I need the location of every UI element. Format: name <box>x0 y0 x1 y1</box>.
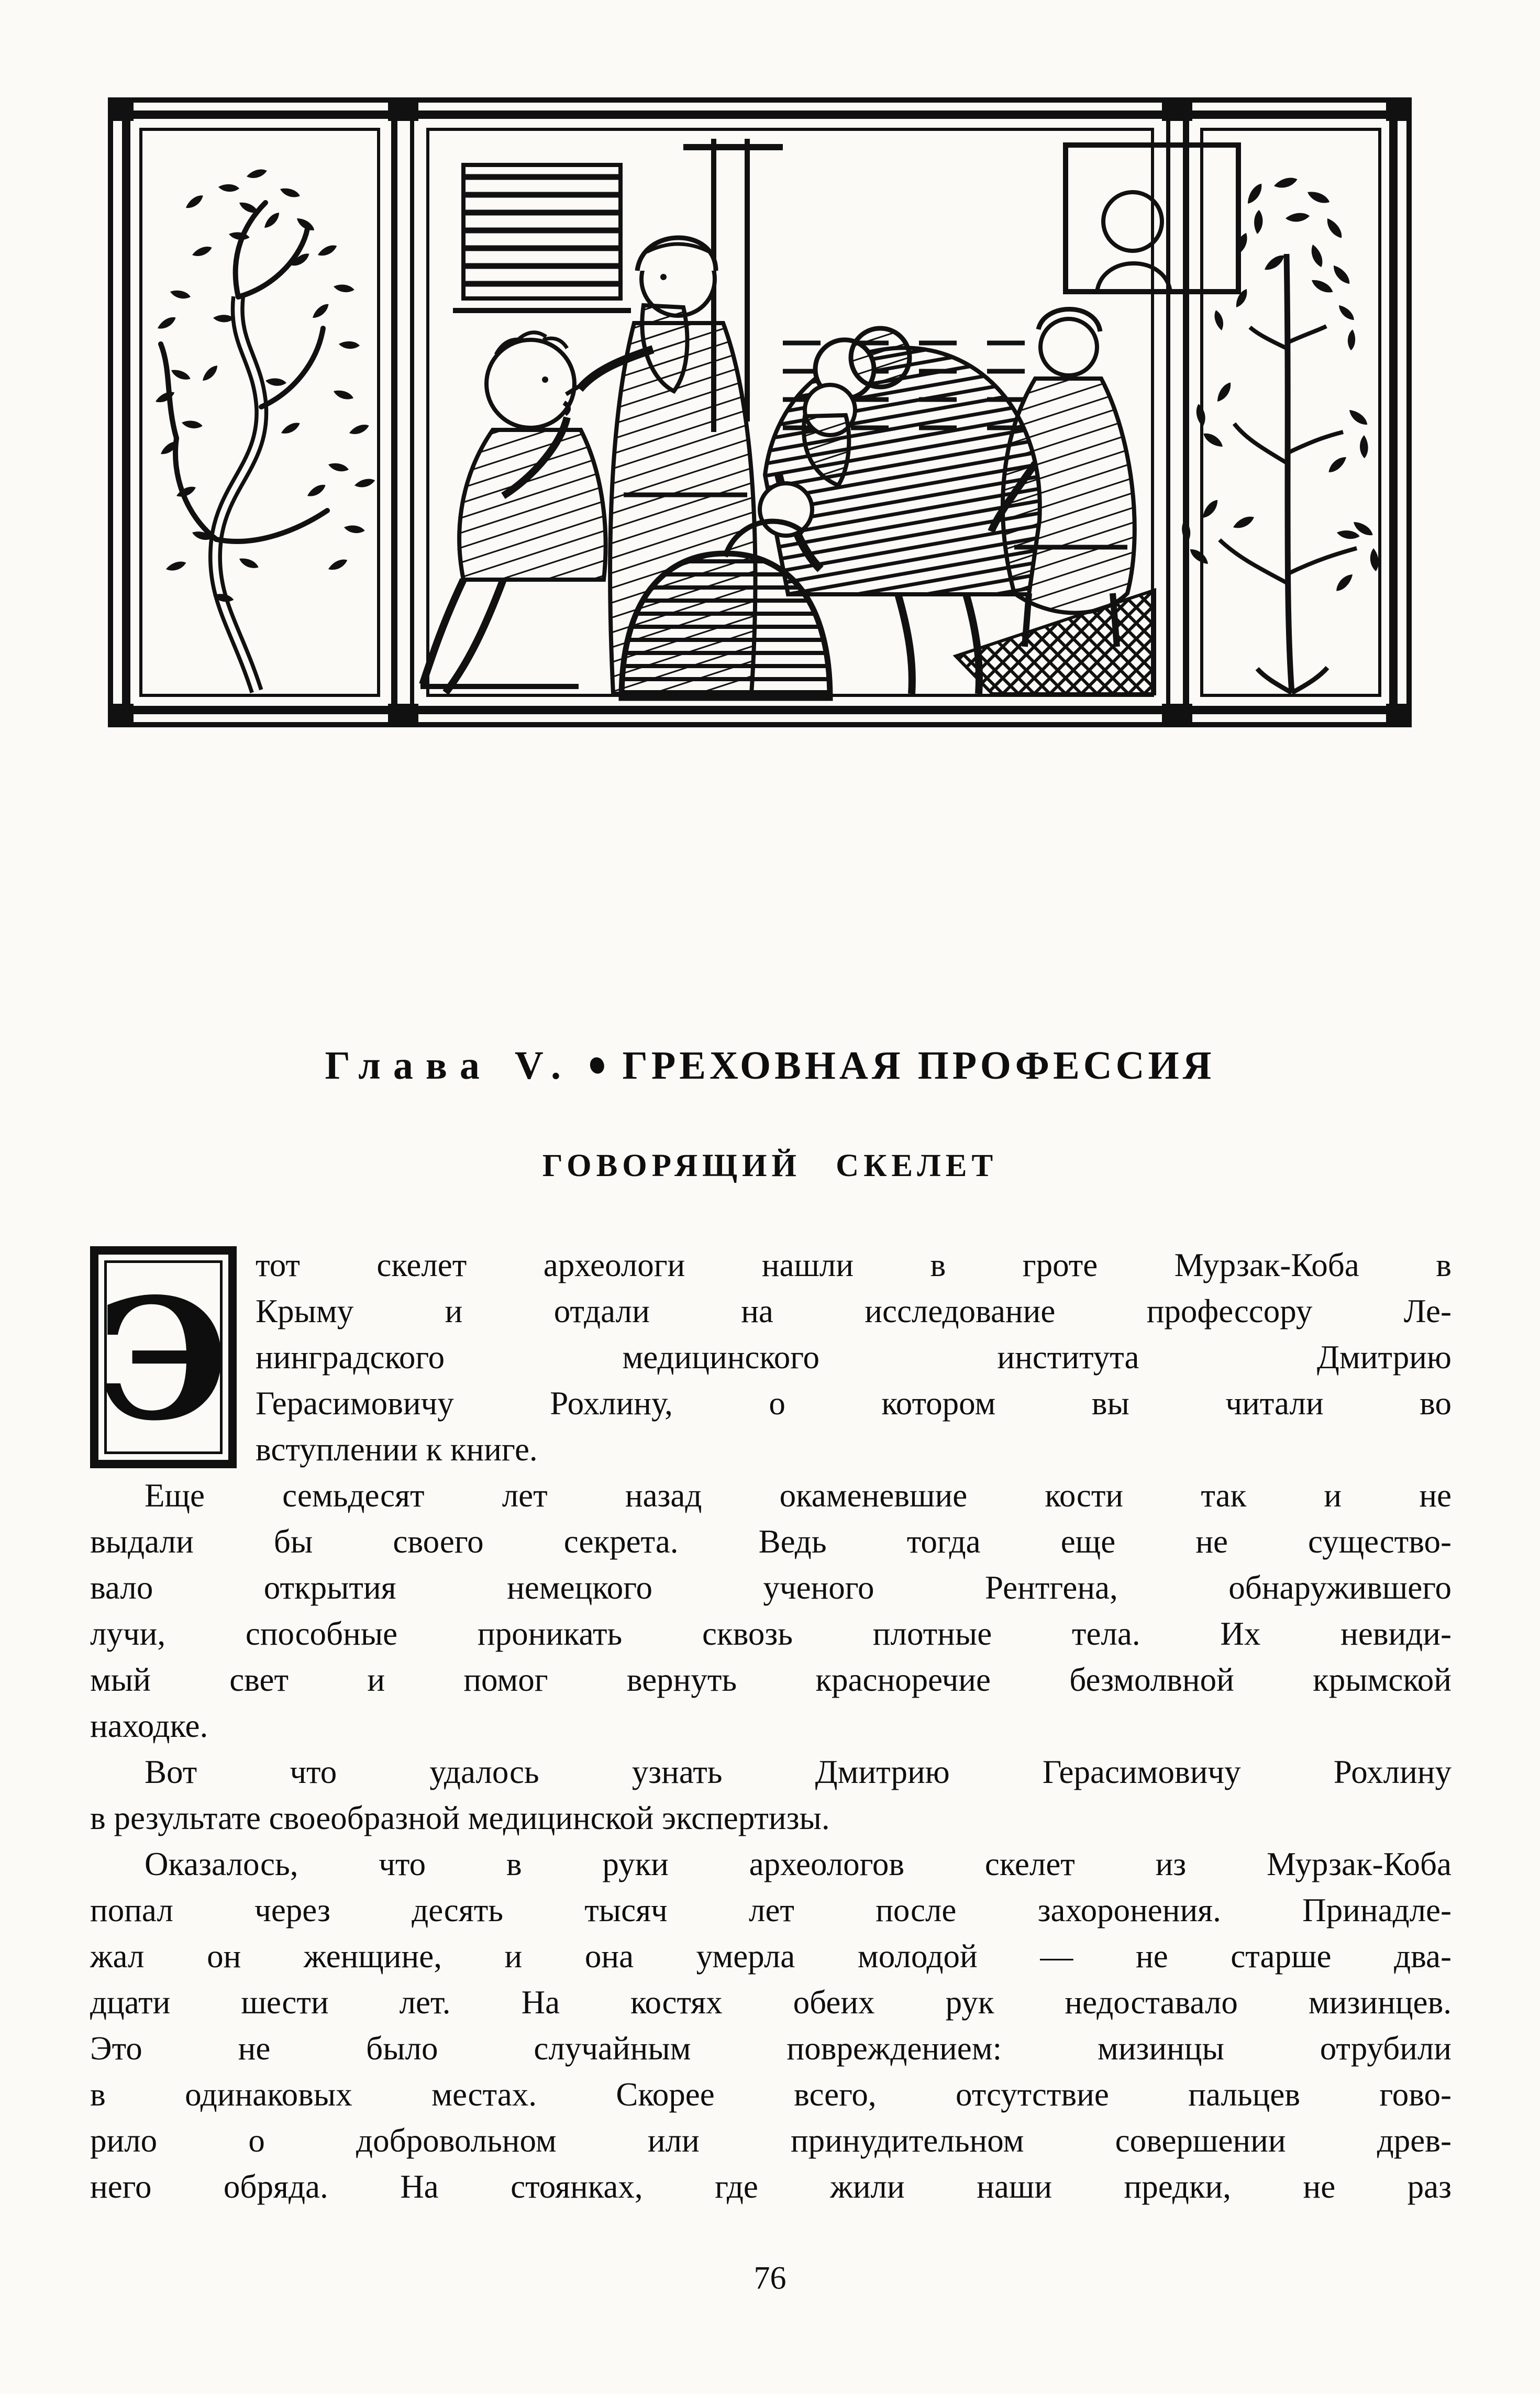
plant-panel <box>1182 176 1379 693</box>
paragraph <box>90 1472 1452 1749</box>
text-line: него обряда. На стоянках, где жили наши предки, не раз <box>90 2168 1452 2205</box>
text-line: тот скелет археологи нашли в гроте Мурзак-Коба в <box>256 1247 1452 1283</box>
text-line: лучи, способные проникать сквозь плотные тела. Их невиди- <box>90 1615 1452 1652</box>
text-line: вступлении к книге. <box>256 1431 538 1468</box>
text-line: дцати шести лет. На костях обеих рук недоставало мизинцев. <box>90 1984 1452 2021</box>
paragraphs <box>90 1242 1452 2210</box>
woodcut-svg <box>107 97 1412 728</box>
section-title: ГОВОРЯЩИЙ СКЕЛЕТ <box>542 1148 998 1183</box>
text-line: выдали бы своего секрета. Ведь тогда еще не существо- <box>90 1523 1452 1560</box>
text-line: Крыму и отдали на исследование профессору Ле- <box>256 1293 1452 1329</box>
drop-cap-letter: Э <box>97 1261 230 1457</box>
text-line: Вот что удалось узнать Дмитрию Герасимовичу Рохлину <box>145 1754 1452 1790</box>
chapter-title: ГРЕХОВНАЯ ПРОФЕССИЯ <box>622 1044 1215 1088</box>
text-line: Это не было случайным повреждением: мизинцы отрубили <box>90 2030 1452 2067</box>
text-line: рило о добровольном или принудительном совершении древ- <box>90 2122 1452 2159</box>
plant-blossoms <box>1182 176 1379 593</box>
chapter-label: Глава V. <box>325 1044 574 1088</box>
paragraph <box>90 1841 1452 2210</box>
text-line: нинградского медицинского института Дмитрию <box>256 1339 1452 1376</box>
text-line: в результате своеобразной медицинской экспертизы. <box>90 1800 830 1836</box>
paragraph <box>90 1749 1452 1841</box>
page-number: 76 <box>754 2260 786 2296</box>
paragraph <box>90 1242 1452 1472</box>
text-line: вало открытия немецкого ученого Рентгена, обнаружившего <box>90 1569 1452 1606</box>
text-line: попал через десять тысяч лет после захоронения. Принадле- <box>90 1892 1452 1928</box>
text-line: Герасимовичу Рохлину, о котором вы читали во <box>256 1385 1452 1422</box>
text-line: находке. <box>90 1708 208 1744</box>
body-text <box>90 1242 1452 2210</box>
tree-panel <box>154 168 375 691</box>
drop-cap-frame <box>90 1246 237 1468</box>
text-line: мый свет и помог вернуть красноречие безмолвной крымской <box>90 1661 1452 1698</box>
chapter-heading <box>0 1043 1540 1089</box>
text-line: в одинаковых местах. Скорее всего, отсутствие пальцев гово- <box>90 2076 1452 2113</box>
text-line: жал он женщине, и она умерла молодой — не старше два- <box>90 1938 1452 1975</box>
text-line: Еще семьдесят лет назад окаменевшие кости так и не <box>145 1477 1452 1514</box>
leaf-ornament-icon: ● <box>582 1041 612 1087</box>
scene-panel <box>420 139 1238 698</box>
woodcut-illustration <box>107 97 1412 728</box>
text-line: Оказалось, что в руки археологов скелет из Мурзак-Коба <box>145 1846 1452 1882</box>
